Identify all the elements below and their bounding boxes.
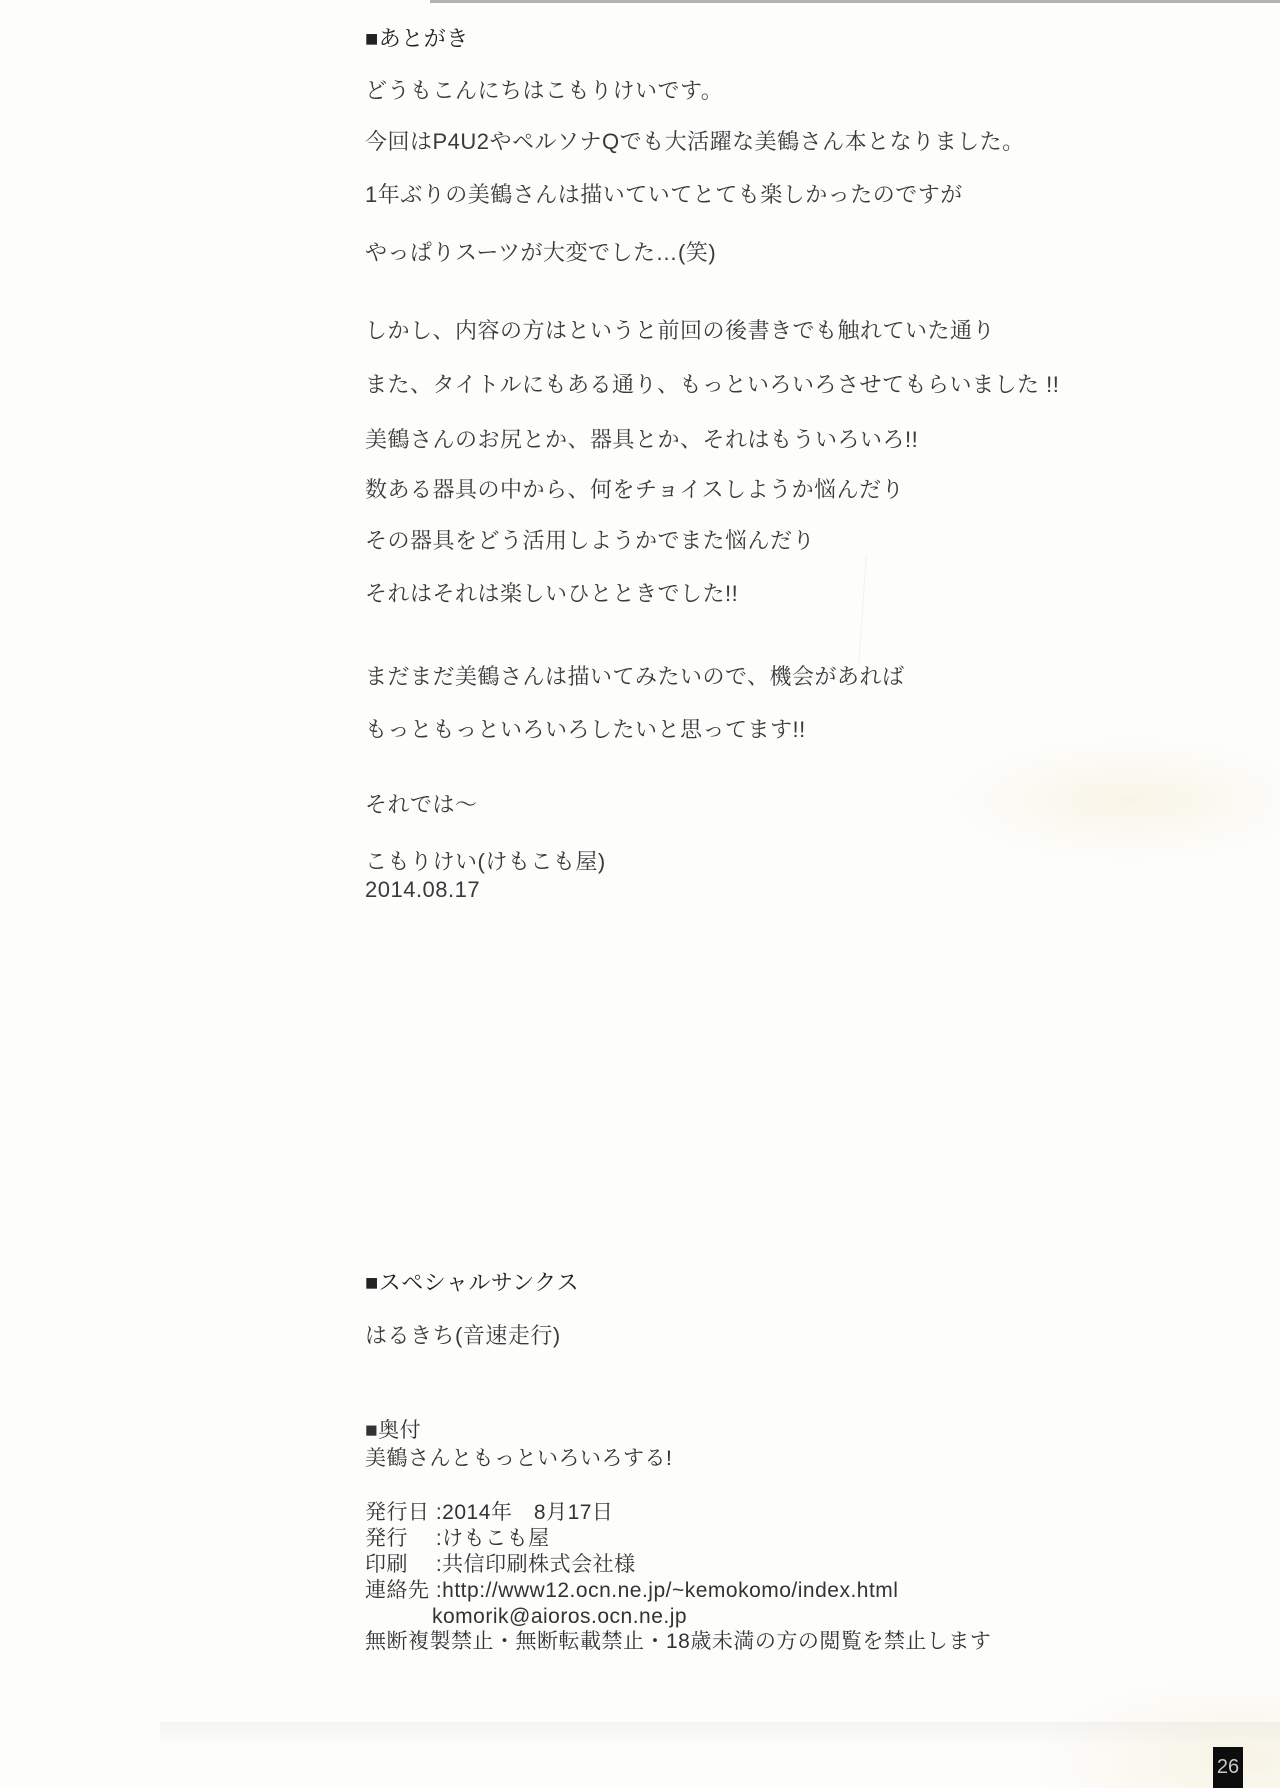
afterword-line: その器具をどう活用しようかでまた悩んだり	[365, 528, 816, 553]
colophon-printer: 印刷 :共信印刷株式会社様	[365, 1553, 636, 1576]
afterword-line: まだまだ美鶴さんは描いてみたいので、機会があれば	[365, 664, 905, 689]
page-number-label: 26	[1216, 1756, 1240, 1778]
special-thanks-name: はるきち(音速走行)	[365, 1323, 561, 1348]
afterword-line: 数ある器具の中から、何をチョイスしようか悩んだり	[365, 477, 905, 502]
colophon-publish-date: 発行日 :2014年 8月17日	[365, 1501, 614, 1524]
colophon-contact-url: 連絡先 :http://www12.ocn.ne.jp/~kemokomo/index.html	[365, 1579, 899, 1602]
afterword-line: やっぱりスーツが大変でした…(笑)	[365, 240, 717, 265]
colophon-publisher: 発行 :けもこも屋	[365, 1527, 550, 1550]
colophon-heading: ■奥付	[365, 1419, 422, 1442]
afterword-closing: それでは～	[365, 792, 478, 817]
afterword-date: 2014.08.17	[365, 877, 481, 902]
page-number-badge	[1213, 1747, 1243, 1788]
author-signature: こもりけい(けもこも屋)	[365, 849, 606, 874]
special-thanks-heading: ■スペシャルサンクス	[365, 1270, 580, 1295]
scan-shading-artifact	[160, 1722, 1280, 1748]
afterword-line: 今回はP4U2やペルソナQでも大活躍な美鶴さん本となりました。	[365, 129, 1025, 154]
afterword-line: また、タイトルにもある通り、もっといろいろさせてもらいました !!	[365, 372, 1060, 397]
afterword-line: 美鶴さんのお尻とか、器具とか、それはもういろいろ!!	[365, 427, 919, 452]
colophon-contact-email: komorik@aioros.ocn.ne.jp	[432, 1605, 688, 1628]
colophon-copyright-notice: 無断複製禁止・無断転載禁止・18歳未満の方の閲覧を禁止します	[365, 1630, 992, 1653]
afterword-heading: ■あとがき	[365, 26, 469, 51]
afterword-line: しかし、内容の方はというと前回の後書きでも触れていた通り	[365, 318, 996, 343]
afterword-line: 1年ぶりの美鶴さんは描いていてとても楽しかったのですが	[365, 182, 963, 207]
afterword-line: それはそれは楽しいひとときでした!!	[365, 581, 739, 606]
afterword-line: もっともっといろいろしたいと思ってます!!	[365, 717, 806, 742]
scan-crease-artifact	[858, 555, 867, 665]
afterword-line: どうもこんにちはこもりけいです。	[365, 78, 724, 103]
colophon-book-title: 美鶴さんともっといろいろする!	[365, 1447, 673, 1470]
scan-edge-artifact	[430, 0, 1280, 3]
